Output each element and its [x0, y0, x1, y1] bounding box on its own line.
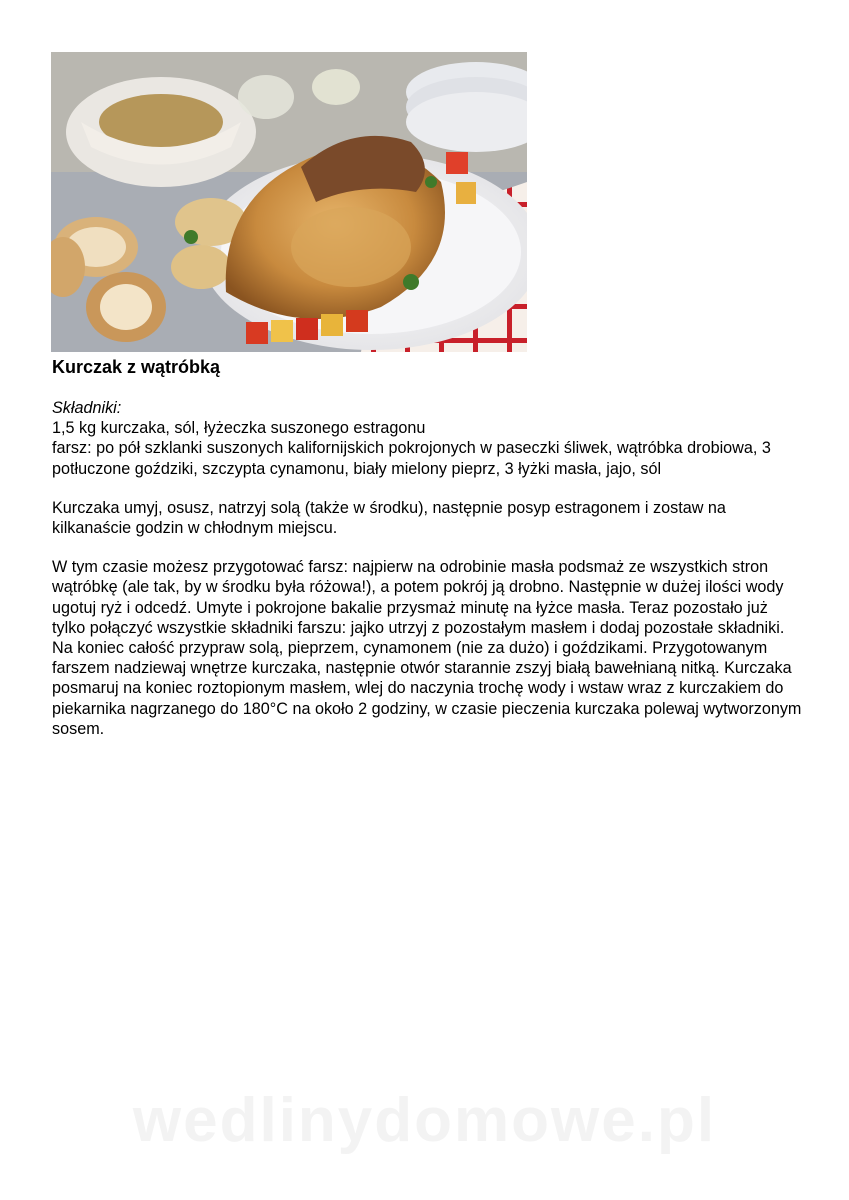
recipe-photo — [51, 52, 527, 352]
instructions-paragraph-2: W tym czasie możesz przygotować farsz: najpierw na odrobinie masła podsmaż ze wszystkich stron wątróbkę (ale tak, by w środku była różowa!), a potem pokrój ją drobno. Następnie w dużej ilości wody ugotuj ryż i odcedź. Umyte i pokrojone bakalie przysmaż minutę na łyżce masła. Teraz pozostało już tylko połączyć wszystkie składniki farszu: jajko utrzyj z pozostałym masłem i dodaj pozostałe składniki. Na koniec całość przypraw solą, pieprzem, cynamonem (nie za dużo) i goździkami. Przygotowanym farszem nadziewaj wnętrze kurczaka, następnie otwór starannie zszyj białą bawełnianą nitką. Kurczaka posmaruj na koniec roztopionym masłem, wlej do naczynia trochę wody i wstaw wraz z kurczakiem do piekarnika nagrzanego do 180°C na około 2 godziny, w czasie pieczenia kurczaka polewaj wytworzonym sosem. — [52, 558, 802, 738]
instructions-paragraph-1: Kurczaka umyj, osusz, natrzyj solą (także w środku), następnie posyp estragonem i zostaw na kilkanaście godzin w chłodnym miejscu. — [52, 498, 726, 538]
recipe-title: Kurczak z wątróbką — [52, 357, 221, 377]
ingredients-line: 1,5 kg kurczaka, sól, łyżeczka suszonego estragonu — [52, 419, 426, 438]
stuffing-ingredients: farsz: po pół szklanki suszonych kalifornijskich pokrojonych w paseczki śliwek, wątróbka drobiowa, 3 potłuczone goździki, szczypta cynamonu, biały mielony pieprz, 3 łyżki masła, jajo, sól — [52, 439, 771, 478]
watermark: wedlinydomowe.pl — [132, 1086, 717, 1155]
roast-chicken-illustration — [51, 52, 527, 352]
recipe-body — [52, 398, 804, 739]
ingredients-heading: Składniki: — [52, 399, 122, 417]
